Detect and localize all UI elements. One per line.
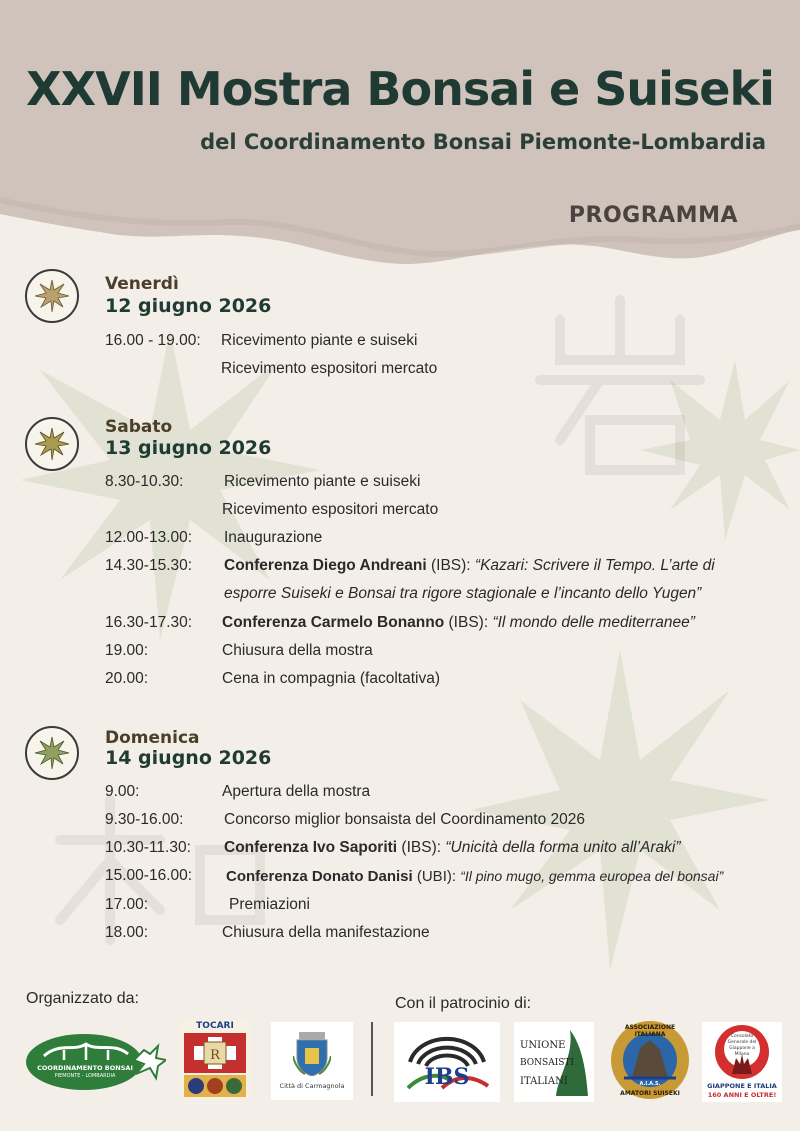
organized-by-label: Organizzato da: <box>26 990 139 1007</box>
tocari-logo: TOCARI R <box>180 1020 250 1100</box>
schedule-row: 18.00: Chiusura della manifestazione <box>105 924 430 941</box>
schedule-row: 16.00 - 19.00: Ricevimento piante e suiseki <box>105 332 418 349</box>
schedule-row: 17.00: Premiazioni <box>105 896 310 913</box>
programma-heading: PROGRAMMA <box>568 203 738 228</box>
schedule-row: 8.30-10.30: Ricevimento piante e suiseki <box>105 473 421 490</box>
day-2-date: 13 giugno 2026 <box>105 437 272 459</box>
day-3-leaf-icon <box>25 726 79 780</box>
footer-divider <box>371 1022 373 1096</box>
day-2-name: Sabato <box>105 417 173 437</box>
schedule-row: 20.00: Cena in compagnia (facoltativa) <box>105 670 440 687</box>
day-3-name: Domenica <box>105 728 200 748</box>
schedule-row: 19.00: Chiusura della mostra <box>105 642 373 659</box>
schedule-row: 9.00: Apertura della mostra <box>105 783 371 800</box>
page-title: XXVII Mostra Bonsai e Suiseki <box>26 62 774 116</box>
ubi-logo: UNIONE BONSAISTI ITALIANI <box>514 1022 594 1102</box>
day-1-leaf-icon <box>25 269 79 323</box>
ibs-logo: IBS <box>394 1022 500 1102</box>
day-3-date: 14 giugno 2026 <box>105 747 272 769</box>
schedule-row-conference: 10.30-11.30: Conferenza Ivo Saporiti (IBS): “Unicità della forma unito all’Araki” <box>105 839 681 856</box>
schedule-row-conference: 16.30-17.30: Conferenza Carmelo Bonanno (IBS): “Il mondo delle mediterranee” <box>105 614 695 631</box>
schedule-row-conference: 15.00-16.00: Conferenza Donato Danisi (UBI): “Il pino mugo, gemma europea del bonsai” <box>105 867 724 885</box>
page-subtitle: del Coordinamento Bonsai Piemonte-Lombardia <box>200 130 766 154</box>
citta-di-carmagnola-logo: Città di Carmagnola <box>271 1022 353 1100</box>
giappone-italia-logo: Consolato Generale del Giappone a Milano GIAPPONE E ITALIA 160 ANNI E OLTRE! <box>702 1022 782 1102</box>
schedule-row: 9.30-16.00: Concorso miglior bonsaista del Coordinamento 2026 <box>105 811 586 828</box>
schedule-row-conference: 14.30-15.30: Conferenza Diego Andreani (IBS): “Kazari: Scrivere il Tempo. L’arte di <box>105 557 715 574</box>
day-1-date: 12 giugno 2026 <box>105 295 272 317</box>
svg-text:R: R <box>210 1048 220 1063</box>
coordinamento-bonsai-logo: COORDINAMENTO BONSAI PIEMONTE - LOMBARDIA <box>24 1030 166 1092</box>
patronage-label: Con il patrocinio di: <box>395 995 532 1012</box>
aias-logo: ASSOCIAZIONE ITALIANA A.I.A.S. AMATORI SUISEKI <box>610 1020 690 1100</box>
day-2-leaf-icon <box>25 417 79 471</box>
bg-leaf-top-right <box>640 360 800 540</box>
day-1-name: Venerdì <box>105 274 179 294</box>
schedule-row: 12.00-13.00: Inaugurazione <box>105 529 323 546</box>
